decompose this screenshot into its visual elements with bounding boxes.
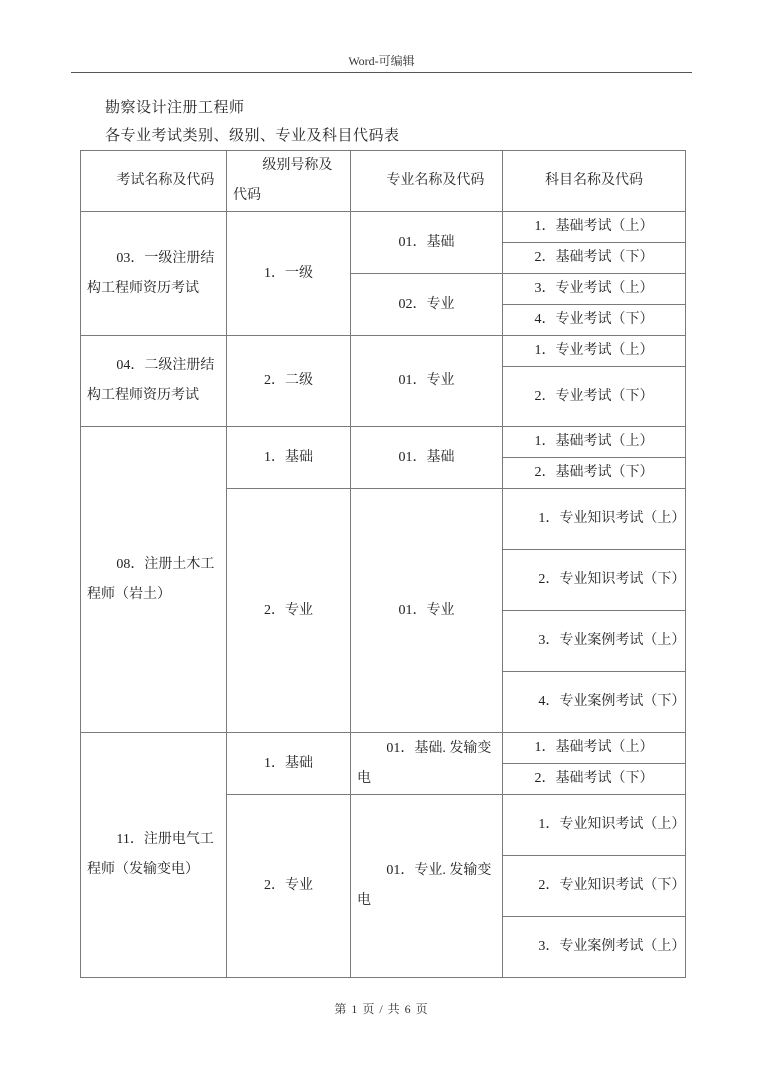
level-cell: 1．基础	[227, 427, 351, 489]
level-cell: 1．基础	[227, 733, 351, 795]
table-header-row	[81, 151, 686, 212]
subject-cell: 3．专业案例考试（上）	[503, 917, 686, 978]
subject-cell: 1．基础考试（上）	[503, 733, 686, 764]
major-cell: 01．基础	[351, 212, 503, 274]
subject-cell: 3．专业案例考试（上）	[503, 611, 686, 672]
subject-cell: 3．专业考试（上）	[503, 274, 686, 305]
major-cell: 02．专业	[351, 274, 503, 336]
subject-cell: 2．基础考试（下）	[503, 458, 686, 489]
subject-cell: 4．专业案例考试（下）	[503, 672, 686, 733]
exam-cell: 08．注册土木工程师（岩土）	[81, 427, 227, 733]
header-level: 级别号称及代码	[227, 151, 351, 212]
level-cell: 2．二级	[227, 336, 351, 427]
subject-cell: 2．专业考试（下）	[503, 367, 686, 427]
table-row	[81, 336, 686, 367]
exam-cell: 04．二级注册结构工程师资历考试	[81, 336, 227, 427]
header-major: 专业名称及代码	[351, 151, 503, 212]
subject-cell: 4．专业考试（下）	[503, 305, 686, 336]
level-cell: 1．一级	[227, 212, 351, 336]
document-subtitle: 各专业考试类别、级别、专业及科目代码表	[105, 128, 400, 144]
subject-cell: 1．基础考试（上）	[503, 212, 686, 243]
subject-cell: 2．基础考试（下）	[503, 764, 686, 795]
header-subject: 科目名称及代码	[503, 151, 686, 212]
header-exam: 考试名称及代码	[81, 151, 227, 212]
subject-cell: 2．基础考试（下）	[503, 243, 686, 274]
table-row	[81, 427, 686, 458]
subject-cell: 1．基础考试（上）	[503, 427, 686, 458]
major-cell: 01．专业. 发输变电	[351, 795, 503, 978]
subject-cell: 2．专业知识考试（下）	[503, 856, 686, 917]
subject-cell: 2．专业知识考试（下）	[503, 550, 686, 611]
level-cell: 2．专业	[227, 489, 351, 733]
subject-cell: 1．专业知识考试（上）	[503, 489, 686, 550]
page-footer: 第 1 页 / 共 6 页	[334, 1002, 429, 1016]
major-cell: 01．专业	[351, 336, 503, 427]
subject-cell: 1．专业知识考试（上）	[503, 795, 686, 856]
table-row	[81, 733, 686, 764]
exam-cell: 11．注册电气工程师（发输变电）	[81, 733, 227, 978]
header-divider	[71, 72, 692, 73]
document-title: 勘察设计注册工程师	[105, 100, 245, 116]
subject-cell: 1．专业考试（上）	[503, 336, 686, 367]
exam-code-table	[80, 150, 686, 978]
table-row	[81, 212, 686, 243]
major-cell: 01．专业	[351, 489, 503, 733]
major-cell: 01．基础. 发输变电	[351, 733, 503, 795]
major-cell: 01．基础	[351, 427, 503, 489]
level-cell: 2．专业	[227, 795, 351, 978]
page-header: Word-可编辑	[348, 54, 415, 68]
exam-cell: 03．一级注册结构工程师资历考试	[81, 212, 227, 336]
